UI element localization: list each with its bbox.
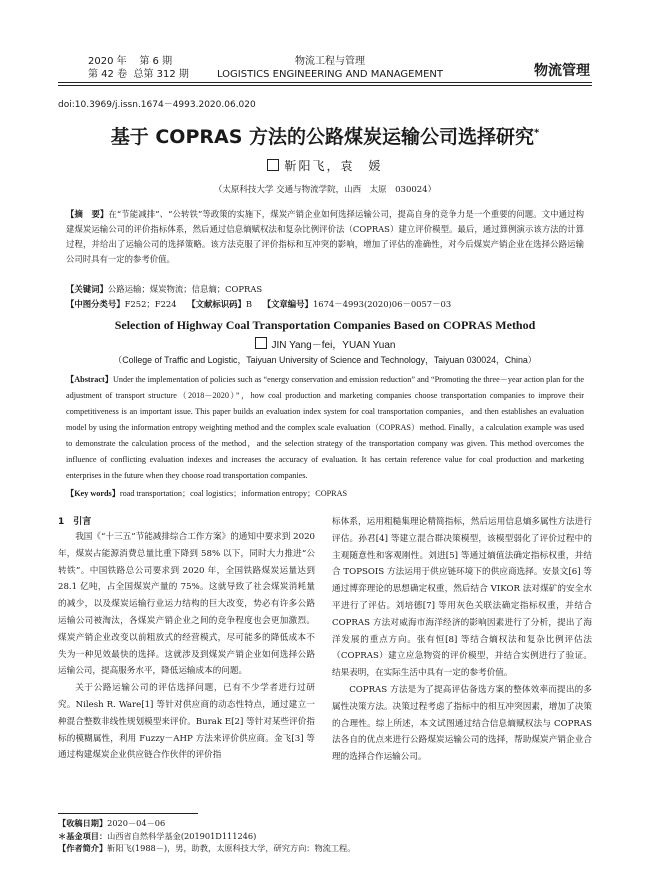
classification-line (66, 297, 584, 312)
header-issue: 第 6 期 (139, 56, 173, 67)
clc-label: 【中图分类号】 (66, 299, 125, 309)
english-title: Selection of Highway Coal Transportation Companies Based on COPRAS Method (114, 318, 536, 332)
affiliation: （太原科技大学 交通与物流学院，山西 太原 030024） (213, 185, 437, 195)
keywords-cn-label: 【关键词】 (66, 284, 108, 294)
english-authors-line (58, 336, 592, 351)
body-right-column (332, 514, 592, 766)
keywords-cn-text: 公路运输；煤炭物流；信息熵；COPRAS (107, 284, 263, 294)
body-left-column (58, 514, 315, 764)
header-rule-thin (58, 85, 592, 86)
clc-value: F252；F224 (124, 299, 177, 309)
title-text: 基于 COPRAS 方法的公路煤炭运输公司选择研究 (110, 126, 535, 148)
header-rule (58, 82, 592, 83)
body-paragraph: COPRAS 方法是为了提高评估备选方案的整体效率而提出的多属性决策方法。决策过程考虑了指标中的相互冲突因素，增加了决策的合理性。综上所述，本文试图通过结合信息熵赋权法与 COPRAS 法各自的优点来进行公路煤炭运输公司的选择，帮助煤炭产销企业合理的选择合作运输公司。 (332, 684, 592, 763)
footnotes (58, 817, 592, 855)
abstract-cn-label: 【摘 要】 (66, 209, 109, 219)
received-label: 【收稿日期】 (58, 818, 108, 828)
received-date: 2020－04－06 (107, 818, 166, 828)
body-paragraph: 关于公路运输公司的评估选择问题，已有不少学者进行过研究。Nilesh R. Ware[1] 等针对供应商的动态性特点，通过建立一种混合整数非线性规划模型来评价。Burak E[2] 等针对某些评价指标的模糊属性，利用 Fuzzy－AHP 方法来评价供应商。金飞[3] 等通过构建煤炭企业供应链合作伙伴的评价指 (58, 683, 315, 761)
body-paragraph: 标体系，运用粗糙集理论精简指标，然后运用信息熵多属性方法进行评估。孙君[4] 等建立混合群决策模型，该模型弱化了评价过程中的主观随意性和客观刚性。刘进[5] 等通过熵值法确定指标权重，并结合 TOPSOIS 方法运用于供应链环境下的供应商选择。安景文[6] 等通过博弈理论的思想确定权重，然后结合 VIKOR 法对煤矿的安全水平进行了评估。刘培德[7] 等用灰色关联法确定指标权重，并结合 COPRAS 方法对威海市海洋经济的影响因素进行了分析，提出了海洋发展的重点方向。张有恒[8] 等结合熵权法和复杂比例评估法（COPRAS）建立应急物资的评价模型，并结合实例进行了验证。结果表明，在实际生活中具有一定的参考价值。 (332, 517, 592, 679)
author-bio-label: 【作者简介】 (58, 843, 108, 853)
english-authors: JIN Yang－fei，YUAN Yuan (271, 340, 396, 351)
fund-text: 山西省自然科学基金(201901D111246) (107, 830, 257, 841)
keywords-en-text: road transportation；coal logistics；information entropy；COPRAS (119, 489, 348, 498)
abstract-cn-text: 在“节能减排”、“公转铁”等政策的实施下，煤炭产销企业如何选择运输公司，提高自身的竞争力是一个重要的问题。文中通过构建煤炭运输公司的评价指标体系，然后通过信息熵赋权法和复杂比例评价法（COPRAS）建立评价模型。最后，通过算例演示该方法的计算过程，并给出了运输公司的选择策略。该方法克服了评价指标和互冲突的影响，增加了评估的准确性，对今后煤炭产销企业在选择公路运输公司时具有一定的参考价值。 (66, 209, 584, 264)
journal-title-en: LOGISTICS ENGINEERING AND MANAGEMENT (216, 69, 444, 80)
doc-code-value: B (245, 299, 253, 309)
keywords-en-label: 【Key words】 (66, 489, 120, 498)
author-bio-line (58, 842, 592, 855)
article-no-label: 【文章编号】 (262, 299, 313, 309)
received-date-line (58, 817, 592, 830)
header-issue-info (88, 55, 208, 81)
section-heading-intro: 1 引言 (58, 517, 92, 527)
journal-title-cn: 物流工程与管理 (295, 56, 365, 67)
fund-line (58, 830, 592, 843)
header-year: 2020 年 (88, 56, 127, 67)
doc-code-label: 【文献标识码】 (187, 299, 246, 309)
abstract-en-label: 【Abstract】 (66, 375, 113, 384)
header-volume: 第 42 卷 (88, 69, 128, 80)
body-paragraph: 我国《“十三五”节能减排综合工作方案》的通知中要求到 2020 年，煤炭占能源消费总量比重下降到 58% 以下，同时大力推进“公转铁”。中国铁路总公司要求到 2020 年，全国铁路煤炭运量达到 28.1 亿吨，占全国煤炭产量的 75%。这就导致了社会煤炭消耗量的减少，以及煤炭运输行业运力结构的巨大改变，势必有许多公路运输公司被淘汰，各煤炭产销企业之间的竞争程度也会更加激烈。煤炭产销企业改变以前粗放式的经营模式，尽可能多的降低成本不失为一种见效最快的选择。这就涉及到煤炭产销企业如何选择公路运输公司，提高服务水平，降低运输成本的问题。 (58, 532, 315, 677)
author-box-icon (267, 159, 279, 171)
english-author-box-icon (255, 337, 267, 349)
authors-line (58, 157, 592, 174)
abstract-cn (66, 207, 584, 267)
authors: 靳阳飞，袁 媛 (284, 159, 383, 173)
footnote-rule (58, 813, 198, 814)
title-footnote-mark: * (534, 127, 540, 139)
english-affiliation: （College of Traffic and Logistic，Taiyuan University of Science and Technology，Taiyuan 030024，China） (113, 355, 537, 365)
abstract-en (66, 372, 584, 484)
header-journal (195, 55, 465, 81)
header-total: 总第 312 期 (133, 69, 189, 80)
doi: doi:10.3969/j.issn.1674－4993.2020.06.020 (58, 100, 256, 110)
keywords-en (66, 486, 584, 502)
author-bio-text: 靳阳飞(1988－)，男，助教，太原科技大学，研究方向：物流工程。 (107, 843, 356, 853)
article-no-value: 1674－4993(2020)06－0057－03 (312, 299, 452, 309)
page-title (58, 122, 592, 149)
abstract-en-text: Under the implementation of policies such as “energy conservation and emission reduction” and “Promoting the three－year action plan for the adjustment of transport structure（2018－2020）”，how coal production and marketing companies choose transportation companies to improve their competitiveness is an important issue. This paper builds an evaluation index system for coal transportation companies，and then establishes an evaluation model by using the information entropy weighting method and the complex scale evaluation（COPRAS）method. Finally，a calculation example was used to demonstrate the calculation process of the method，and the selection strategy of the transportation company was given. This method overcomes the influence of conflicting evaluation indexes and increases the accuracy of evaluation. It has certain reference value for coal production and marketing enterprises in the future when they choose road transportation companies. (66, 375, 584, 480)
section-label: 物流管理 (534, 63, 590, 79)
keywords-cn (66, 282, 584, 297)
fund-label: ＊基金项目： (58, 830, 108, 841)
